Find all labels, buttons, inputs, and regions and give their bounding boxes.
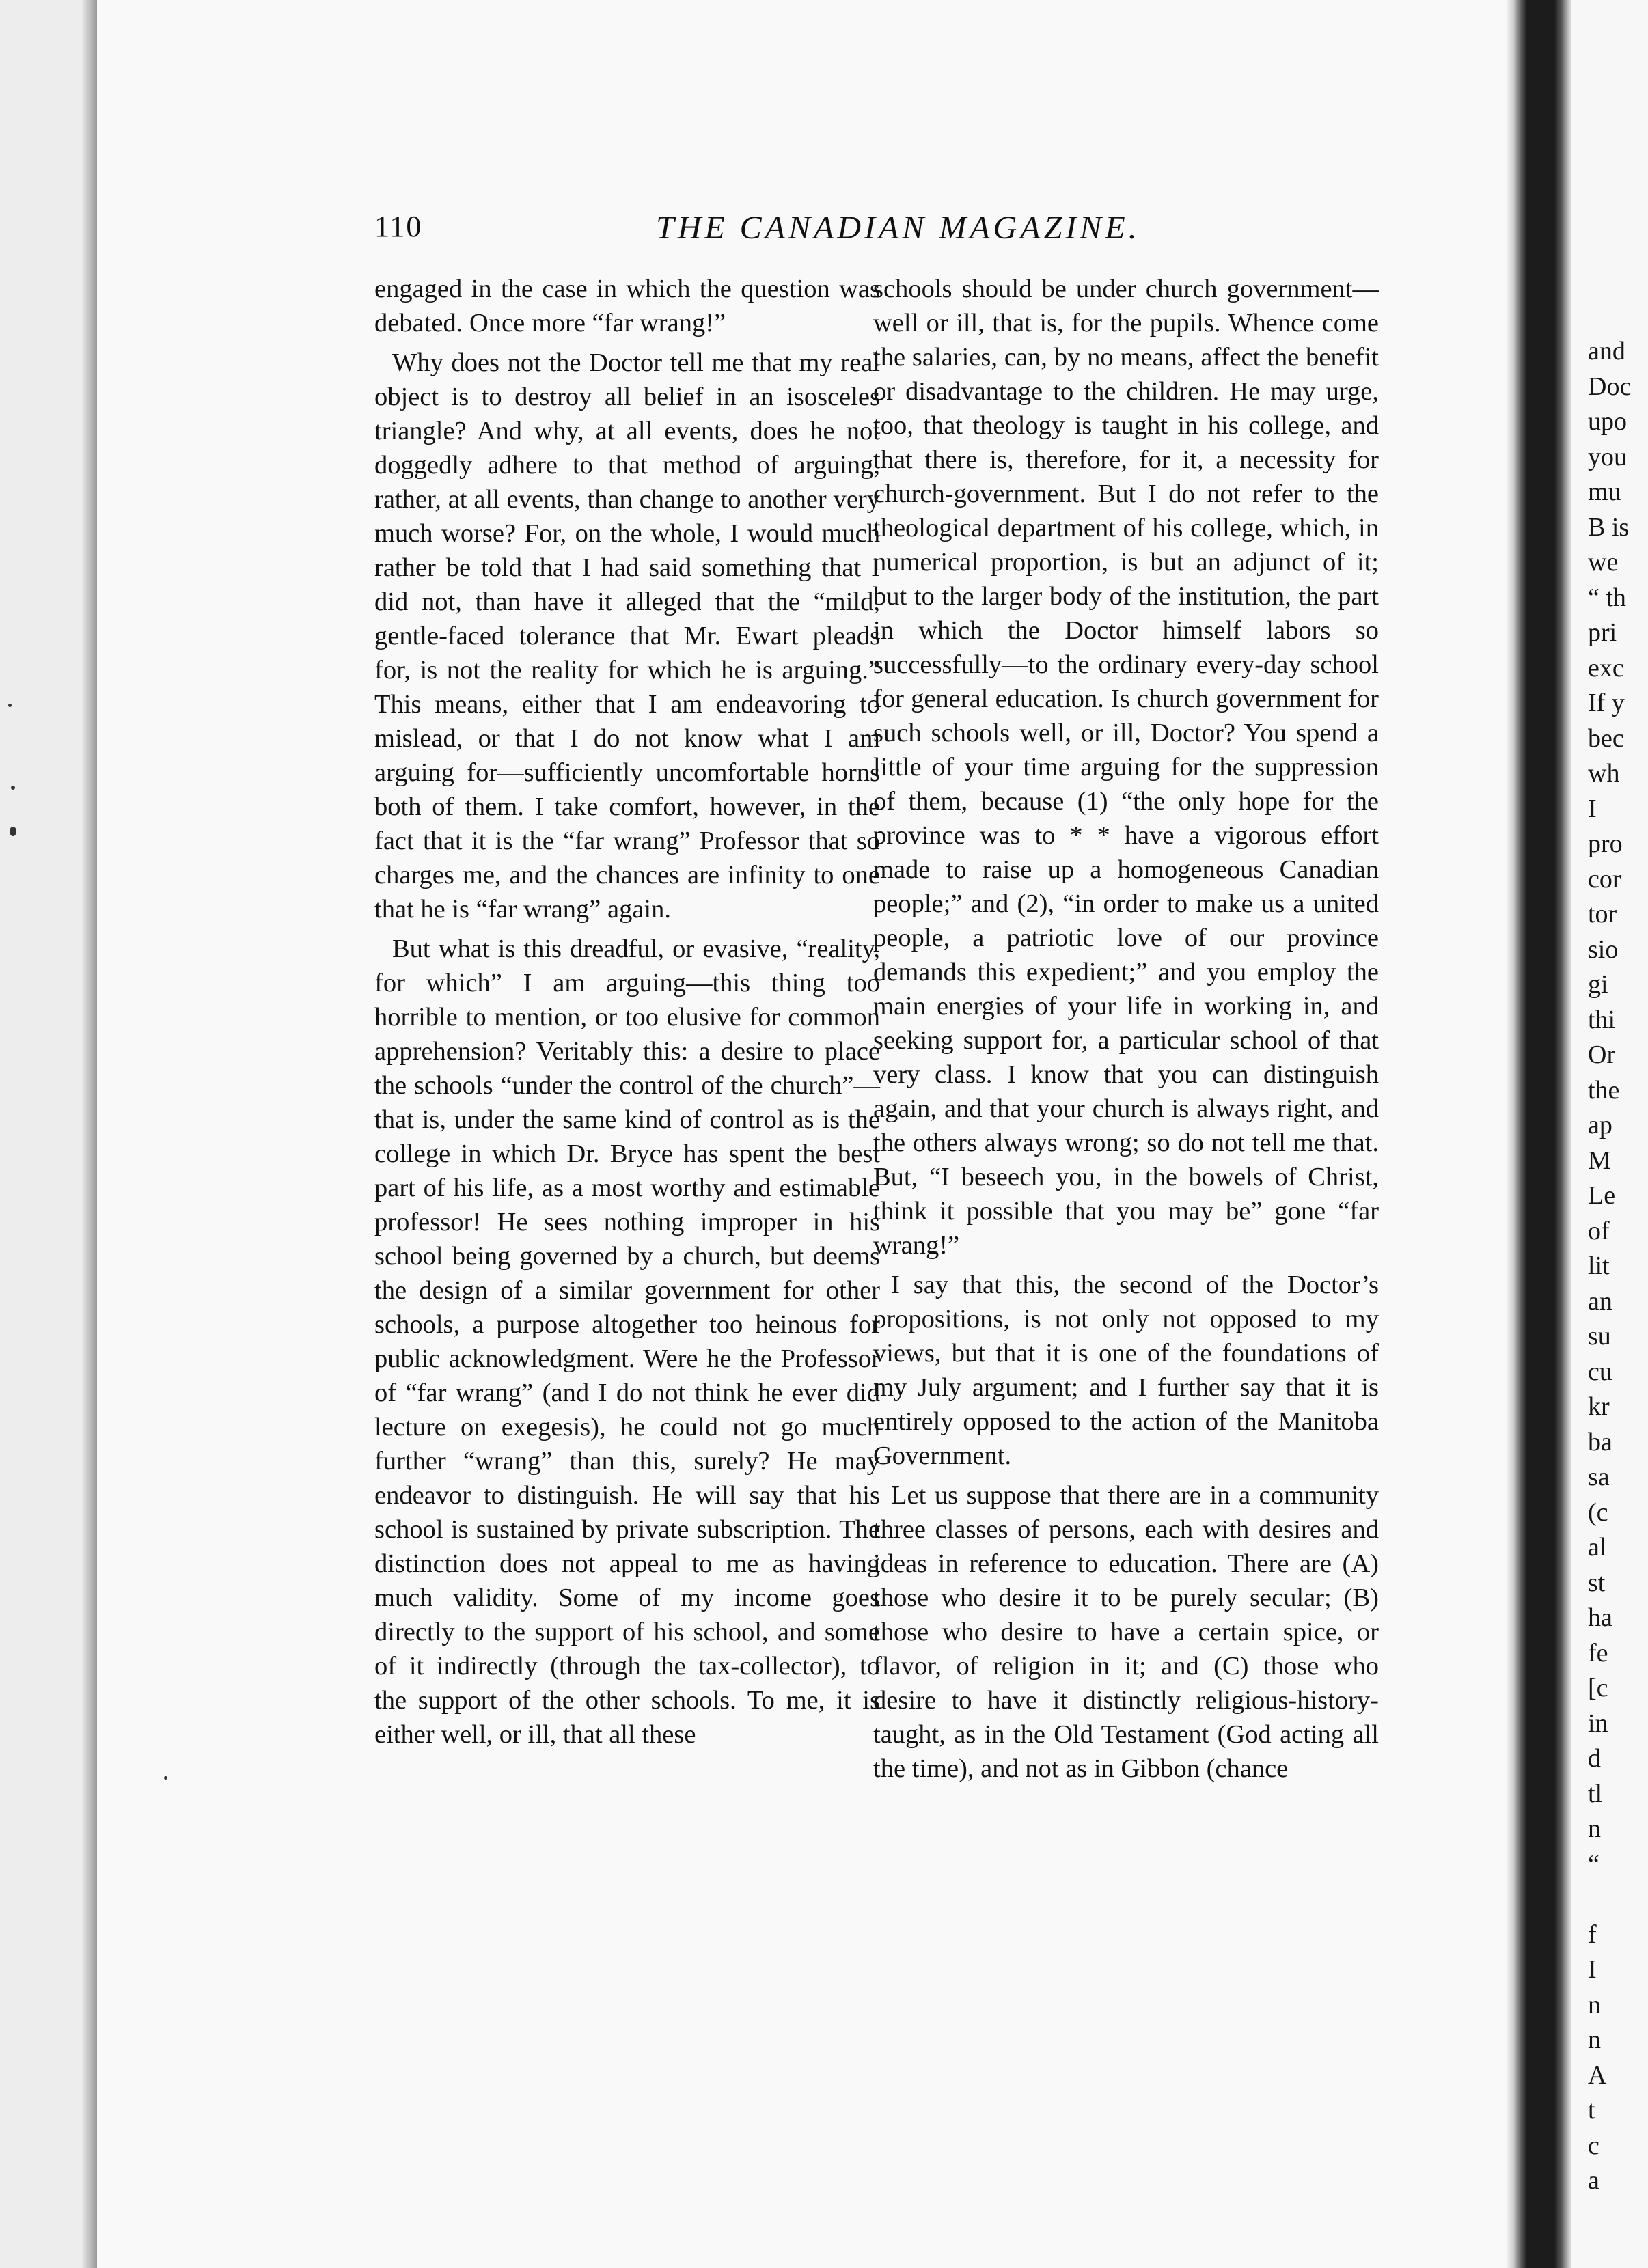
- next-page-fragment: ap: [1588, 1111, 1612, 1139]
- next-page-fragment: I: [1588, 794, 1597, 823]
- next-page-fragment: cor: [1588, 864, 1621, 894]
- next-page-fragment: su: [1588, 1322, 1611, 1351]
- next-page-fragment: n: [1588, 1990, 1601, 2019]
- next-page-fragment: n: [1588, 1814, 1601, 1843]
- next-page-fragment: gi: [1588, 970, 1608, 999]
- next-page-fragment: Doc: [1588, 372, 1632, 401]
- next-page-fragment: cu: [1588, 1357, 1612, 1386]
- next-page-fragment: thi: [1588, 1005, 1616, 1034]
- running-title: THE CANADIAN MAGAZINE.: [656, 210, 1140, 246]
- next-page-fragment: [c: [1588, 1674, 1608, 1702]
- paragraph: Let us suppose that there are in a community three classes of persons, each with desires and ideas in reference to education. There are (A) those who desire it to be purely secular; (B) those who desire to have a certain spice, or flavor, of religion in it; and (C) those who desire to have it distinctly religious-history-taught, as in the Old Testament (God acting all the time), and not as in Gibbon (chance: [873, 1481, 1379, 1783]
- book-gutter: [1507, 0, 1575, 2268]
- next-page-fragment: we: [1588, 548, 1619, 577]
- next-page-fragment: wh: [1588, 759, 1620, 788]
- next-page-fragment: t: [1588, 2096, 1595, 2125]
- page-header: [374, 209, 1632, 250]
- next-page-fragment: bec: [1588, 723, 1624, 753]
- next-page-fragment: sio: [1588, 935, 1619, 964]
- next-page-fragment: I: [1588, 1955, 1597, 1984]
- paragraph: schools should be under church government—well or ill, that is, for the pupils. Whence come the salaries, can, by no means, affect the benefit or disadvantage to the children. He may urge, too, that theology is taught in his college, and that there is, therefore, for it, a necessity for church-government. But I do not refer to the theological department of his college, which, in numerical proportion, is but an adjunct of it; but to the larger body of the institution, the part in which the Doctor himself labors so successfully—to the ordinary every-day school for general education. Is church government for such schools well, or ill, Doctor? You spend a little of your time arguing for the suppression of them, because (1) “the only hope for the province was to * * have a vigorous effort made to raise up a homogeneous Canadian people;” and (2), “in order to make us a united people, a patriotic love of our province demands this expedient;” and you employ the main energies of your life in working in, and seeking support for, a particular school of that very class. I know that you can distinguish again, and that your church is always right, and the others always wrong; so do not tell me that. But, “I beseech you, in the bowels of Christ, think it possible that you may be” gone “far wrang!”: [873, 275, 1379, 1260]
- next-page-fragment: sa: [1588, 1463, 1610, 1491]
- next-page-fragment: and: [1588, 337, 1625, 365]
- next-page-fragment: an: [1588, 1286, 1612, 1316]
- paragraph: But what is this dreadful, or evasive, “reality, for which” I am arguing—this thing too horrible to mention, or too elusive for common apprehension? Veritably this: a desire to place the schools “under the control of the church”—that is, under the same kind of control as is the college in which Dr. Bryce has spent the best part of his life, as a most worthy and estimable professor! He sees nothing improper in his school being governed by a church, but deems the design of a similar government for other schools, a purpose altogether too heinous for public acknowledgment. Were he the Professor of “far wrang” (and I do not think he ever did lecture on exegesis), he could not go much further “wrang” than this, surely? He may endeavor to distinguish. He will say that his school is sustained by private subscription. The distinction does not appeal to me as having much validity. Some of my income goes directly to the support of his school, and some of it indirectly (through the tax-collector), to the support of the other schools. To me, it is either well, or ill, that all these: [374, 935, 880, 1749]
- next-page-fragment: n: [1588, 2025, 1601, 2054]
- next-page-fragment: mu: [1588, 478, 1621, 506]
- next-page-fragment: pro: [1588, 829, 1623, 858]
- next-page-fragment: st: [1588, 1568, 1606, 1597]
- next-page-fragment: c: [1588, 2131, 1599, 2160]
- next-page-fragment: f: [1588, 1920, 1597, 1949]
- next-page-fragment: fe: [1588, 1638, 1608, 1668]
- next-page-fragment: kr: [1588, 1392, 1610, 1421]
- right-column: [873, 272, 1379, 1791]
- next-page-fragment: you: [1588, 442, 1627, 471]
- next-page-edge: [1571, 0, 1648, 2268]
- next-page-fragment: tl: [1588, 1779, 1603, 1808]
- paragraph: engaged in the case in which the question was debated. Once more “far wrang!”: [374, 275, 880, 337]
- next-page-fragment: ha: [1588, 1603, 1612, 1632]
- next-page-fragment: M: [1588, 1146, 1611, 1175]
- next-page-fragment: pri: [1588, 618, 1617, 647]
- next-page-fragment: d: [1588, 1744, 1601, 1773]
- next-page-fragment: lit: [1588, 1251, 1610, 1280]
- next-page-fragment: al: [1588, 1533, 1607, 1562]
- left-column: [374, 272, 880, 1757]
- next-page-fragment: the: [1588, 1075, 1620, 1105]
- next-page-fragment: of: [1588, 1216, 1610, 1245]
- next-page-fragment: in: [1588, 1709, 1608, 1738]
- next-page-fragment: “ th: [1588, 583, 1626, 612]
- next-page-fragment: upo: [1588, 407, 1627, 436]
- next-page-fragment: A: [1588, 2060, 1607, 2090]
- paragraph: I say that this, the second of the Doctor’s propositions, is not only not opposed to my views, but that it is one of the foundations of my July argument; and I further say that it is entirely opposed to the action of the Manitoba Government.: [873, 1271, 1379, 1470]
- next-page-fragment: ba: [1588, 1427, 1612, 1456]
- next-page-fragment: Or: [1588, 1040, 1616, 1069]
- next-page-fragment: tor: [1588, 900, 1617, 928]
- paragraph: Why does not the Doctor tell me that my real object is to destroy all belief in an isosceles triangle? And why, at all events, does he not doggedly adhere to that method of arguing, rather, at all events, than change to another very much worse? For, on the whole, I would much rather be told that I had said something that I did not, than have it alleged that the “mild, gentle-faced tolerance that Mr. Ewart pleads for, is not the reality for which he is arguing.” This means, either that I am endeavoring to mislead, or that I do not know what I am arguing for—sufficiently uncomfortable horns both of them. I take comfort, however, in the fact that it is the “far wrang” Professor that so charges me, and the chances are infinity to one that he is “far wrang” again.: [374, 348, 880, 924]
- next-page-fragment: If y: [1588, 689, 1625, 717]
- next-page-fragment: B is: [1588, 512, 1630, 542]
- next-page-fragment: Le: [1588, 1181, 1616, 1210]
- next-page-fragment: “: [1588, 1849, 1599, 1879]
- next-page-fragment: exc: [1588, 653, 1624, 682]
- page-number: 110: [374, 210, 423, 243]
- next-page-fragment: a: [1588, 2166, 1599, 2195]
- next-page-fragment: (c: [1588, 1497, 1608, 1527]
- previous-page-edge: [0, 0, 96, 2268]
